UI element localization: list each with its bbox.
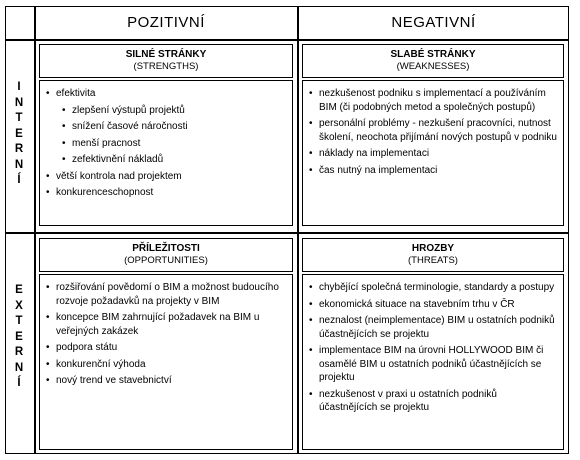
strengths-subtitle: (STRENGTHS) bbox=[133, 61, 199, 72]
row-label-letter: N bbox=[14, 96, 24, 109]
row-label-letter: I bbox=[17, 81, 21, 93]
list-item: • konkurenční výhoda bbox=[46, 358, 286, 372]
list-item: • efektivita bbox=[46, 87, 286, 101]
threats-list bbox=[309, 281, 557, 415]
list-item: • snížení časové náročnosti bbox=[54, 120, 286, 134]
opportunities-list bbox=[46, 281, 286, 388]
list-item: • neznalost (neimplementace) BIM u ostatních podniků účastnějících se projektu bbox=[309, 314, 557, 341]
list-item: • větší kontrola nad projektem bbox=[46, 170, 286, 184]
opportunities-header bbox=[39, 238, 293, 272]
weaknesses-body bbox=[302, 80, 564, 226]
weaknesses-header bbox=[302, 44, 564, 78]
threats-header bbox=[302, 238, 564, 272]
row-label-letter: N bbox=[14, 361, 24, 374]
list-item: • koncepce BIM zahrnující požadavek na BIM u veřejných zakázek bbox=[46, 311, 286, 338]
weaknesses-list bbox=[309, 87, 557, 177]
list-item: • nezkušenost podniku s implementací a používáním BIM (či podobných metod a společných postupů) bbox=[309, 87, 557, 114]
opportunities-subtitle: (OPPORTUNITIES) bbox=[124, 255, 208, 266]
row-label-internal bbox=[5, 80, 33, 189]
opportunities-title: PŘÍLEŽITOSTI bbox=[132, 243, 200, 254]
strengths-header bbox=[39, 44, 293, 78]
row-label-letter: R bbox=[14, 346, 24, 358]
row-label-letter: T bbox=[15, 112, 23, 124]
list-item: • konkurenceschopnost bbox=[46, 186, 286, 200]
row-label-letter: X bbox=[15, 299, 23, 312]
list-item: • ekonomická situace na stavebním trhu v ČR bbox=[309, 298, 557, 312]
column-title-positive: POZITIVNÍ bbox=[127, 14, 205, 31]
strengths-list bbox=[46, 87, 286, 200]
row-label-letter: E bbox=[15, 284, 23, 296]
grid-line-header bbox=[5, 39, 569, 41]
threats-subtitle: (THREATS) bbox=[408, 255, 458, 266]
threats-body bbox=[302, 274, 564, 450]
threats-title: HROZBY bbox=[411, 243, 455, 254]
list-item: • zlepšení výstupů projektů bbox=[54, 104, 286, 118]
list-item: • nový trend ve stavebnictví bbox=[46, 374, 286, 388]
strengths-title: SILNÉ STRÁNKY bbox=[125, 49, 207, 60]
list-item: • nezkušenost v praxi u ostatních podniků účastnějících se projektu bbox=[309, 388, 557, 415]
weaknesses-subtitle: (WEAKNESSES) bbox=[396, 61, 470, 72]
row-label-letter: R bbox=[14, 143, 24, 155]
row-label-letter: E bbox=[15, 330, 23, 343]
row-label-letter: E bbox=[15, 127, 23, 140]
grid-line-left bbox=[34, 6, 36, 454]
list-item: • personální problémy - nezkušení pracovníci, nutnost školení, neochota přijímání nových postupů v podniku bbox=[309, 117, 557, 144]
row-label-letter: Í bbox=[17, 377, 21, 389]
row-label-letter: T bbox=[15, 315, 23, 327]
list-item: • čas nutný na implementaci bbox=[309, 164, 557, 178]
column-title-negative: NEGATIVNÍ bbox=[391, 14, 476, 31]
list-item: • implementace BIM na úrovni HOLLYWOOD BIM či osamělé BIM u ostatních podniků účastnějících se projektu bbox=[309, 344, 557, 385]
grid-line-middle bbox=[297, 6, 299, 454]
list-item: • náklady na implementaci bbox=[309, 147, 557, 161]
grid-line-row-split bbox=[5, 232, 569, 234]
row-label-letter: N bbox=[14, 158, 24, 171]
list-item: • menší pracnost bbox=[54, 137, 286, 151]
row-label-letter: Í bbox=[17, 174, 21, 186]
list-item: • chybějící společná terminologie, standardy a postupy bbox=[309, 281, 557, 295]
weaknesses-title: SLABÉ STRÁNKY bbox=[390, 49, 476, 60]
opportunities-body bbox=[39, 274, 293, 450]
list-item: • zefektivnění nákladů bbox=[54, 153, 286, 167]
list-item: • podpora státu bbox=[46, 341, 286, 355]
list-item: • rozšiřování povědomí o BIM a možnost budoucího rozvoje požadavků na projekty v BIM bbox=[46, 281, 286, 308]
strengths-body bbox=[39, 80, 293, 226]
row-label-external bbox=[5, 283, 33, 392]
